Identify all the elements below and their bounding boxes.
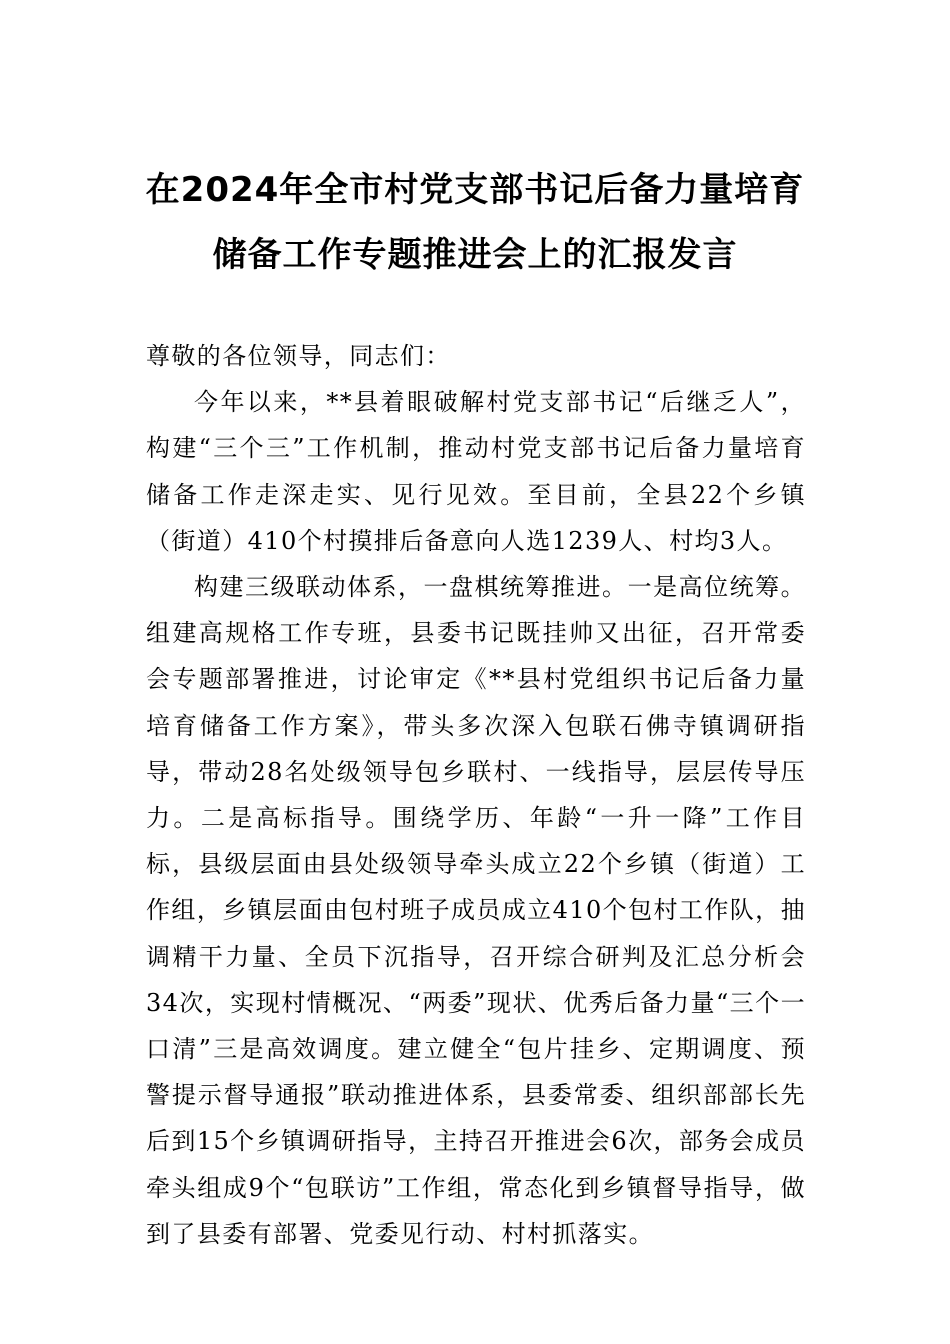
salutation: 尊敬的各位领导，同志们：: [146, 342, 451, 370]
paragraph-linkage-system: 构建三级联动体系，一盘棋统筹推进。一是高位统筹。组建高规格工作专班，县委书记既挂帅又出征，召开常委会专题部署推进，讨论审定《**县村党组织书记后备力量培育储备工作方案》，带头多次深入包联石佛寺镇调研指导，带动28名处级领导包乡联村、一线指导，层层传导压力。二是高标指导。围绕学历、年龄“一升一降”工作目标，县级层面由县处级领导牵头成立22个乡镇（街道）工作组，乡镇层面由包村班子成员成立410个包村工作队，抽调精干力量、全员下沉指导，召开综合研判及汇总分析会34次，实现村情概况、“两委”现状、优秀后备力量“三个一口清”三是高效调度。建立健全“包片挂乡、定期调度、预警提示督导通报”联动推进体系，县委常委、组织部部长先后到15个乡镇调研指导，主持召开推进会6次，部务会成员牵头组成9个“包联访”工作组，常态化到乡镇督导指导，做到了县委有部署、党委见行动、村村抓落实。: [146, 573, 806, 1248]
document-title-line-1: 在2024年全市村党支部书记后备力量培育: [145, 170, 805, 210]
paragraph-intro: 今年以来，**县着眼破解村党支部书记“后继乏人”，构建“三个三”工作机制，推动村党支部书记后备力量培育储备工作走深走实、见行见效。至目前，全县22个乡镇（街道）410个村摸排后备意向人选1239人、村均3人。: [146, 388, 806, 555]
document-title-line-2: 储备工作专题推进会上的汇报发言: [212, 235, 738, 275]
document-body: [146, 333, 806, 1257]
